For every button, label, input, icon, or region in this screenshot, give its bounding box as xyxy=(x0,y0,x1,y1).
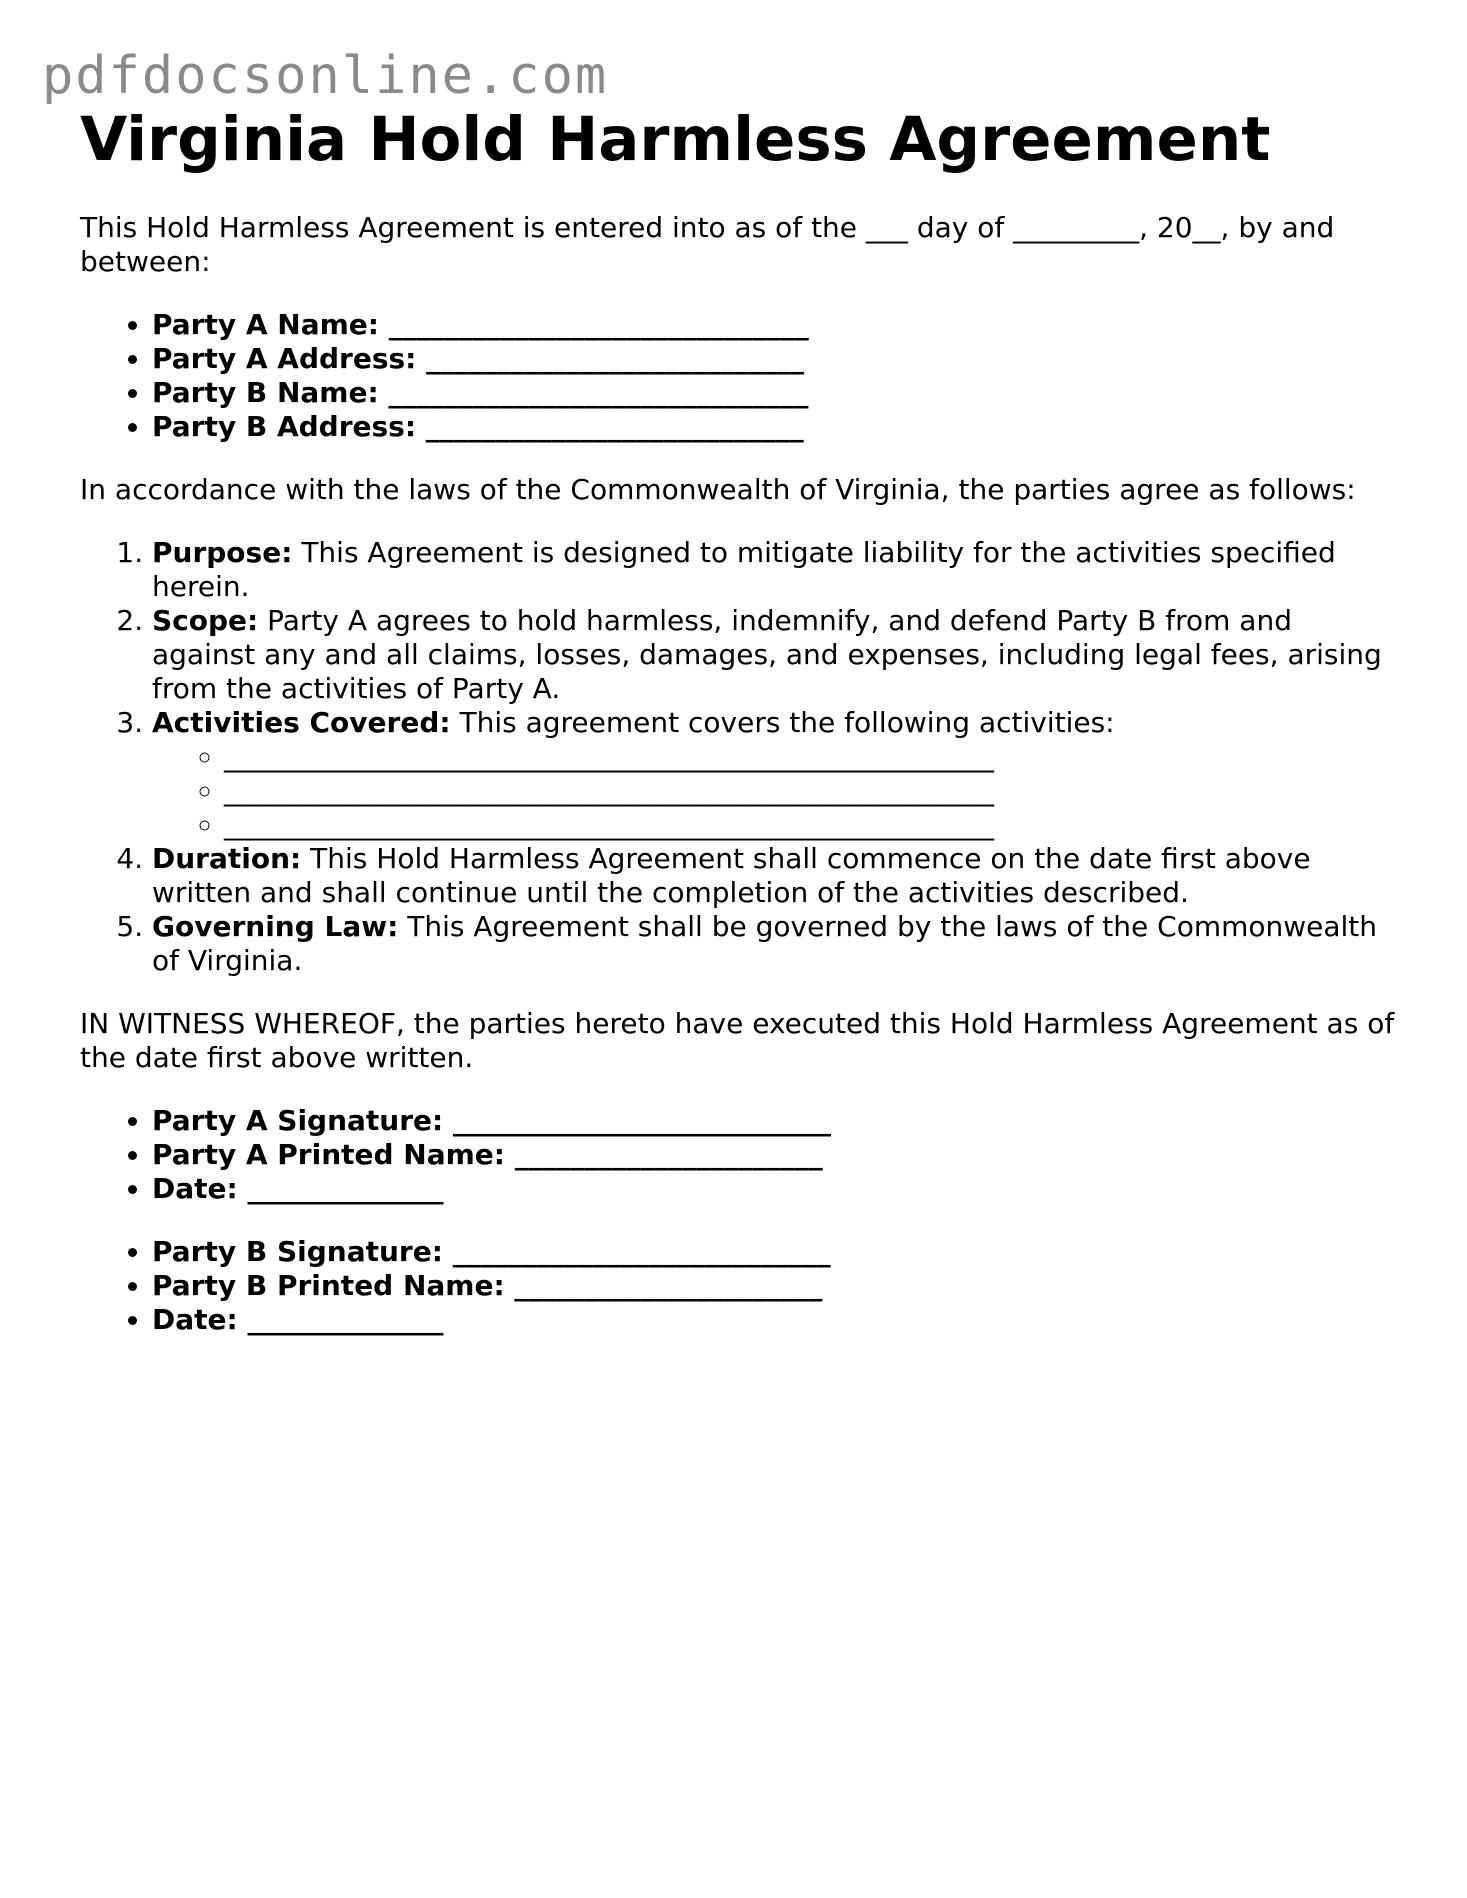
term-text: This Hold Harmless Agreement shall commence on the date first above written and shall continue until the completion of the activities described. xyxy=(152,842,1311,909)
field-label: Party A Signature: xyxy=(152,1104,444,1137)
blank-line: ___________________________ xyxy=(425,410,804,443)
document-body xyxy=(80,211,1400,1366)
party-b-date-field xyxy=(152,1303,1400,1337)
activity-list xyxy=(152,740,1400,842)
witness-paragraph: IN WITNESS WHEREOF, the parties hereto have executed this Hold Harmless Agreement as of the date first above written. xyxy=(80,1007,1395,1074)
blank-line: _______________________________________________________ xyxy=(224,774,994,807)
party-b-printed-name-field xyxy=(152,1269,1400,1303)
term-label: Governing Law: xyxy=(152,910,399,943)
field-label: Party A Printed Name: xyxy=(152,1138,505,1171)
blank-line: ______________________________ xyxy=(388,308,809,341)
page-title: Virginia Hold Harmless Agreement xyxy=(80,104,1271,175)
blank-line: ___________________________ xyxy=(452,1235,831,1268)
blank-line: ___________________________ xyxy=(452,1104,831,1137)
term-label: Activities Covered: xyxy=(152,706,451,739)
term-text: Party A agrees to hold harmless, indemnify, and defend Party B from and against any and all claims, losses, damages, and expenses, including legal fees, arising from the activities of Party A. xyxy=(152,604,1382,705)
party-a-address-field xyxy=(152,342,1400,376)
term-text: This Agreement is designed to mitigate liability for the activities specified herein. xyxy=(152,536,1336,603)
field-label: Party B Name: xyxy=(152,376,379,409)
intro-paragraph: This Hold Harmless Agreement is entered into as of the ___ day of _________, 20__, by and between: xyxy=(80,211,1335,278)
activity-item xyxy=(224,740,1400,774)
blank-line: ______________________ xyxy=(514,1138,823,1171)
party-b-name-field xyxy=(152,376,1400,410)
terms-list xyxy=(80,536,1400,978)
term-purpose xyxy=(152,536,1400,604)
blank-line: ______________________ xyxy=(514,1269,823,1302)
term-activities xyxy=(152,706,1400,842)
blank-line: ___________________________ xyxy=(426,342,805,375)
activity-item xyxy=(224,774,1400,808)
term-text: This Agreement shall be governed by the laws of the Commonwealth of Virginia. xyxy=(152,910,1378,977)
blank-line: ______________ xyxy=(247,1172,444,1205)
term-governing-law xyxy=(152,910,1400,978)
party-a-signature-block xyxy=(80,1104,1400,1206)
watermark: pdfdocsonline.com xyxy=(42,46,609,106)
term-label: Duration: xyxy=(152,842,302,875)
field-label: Party B Signature: xyxy=(152,1235,443,1268)
field-label: Date: xyxy=(152,1303,238,1336)
accordance-paragraph: In accordance with the laws of the Commonwealth of Virginia, the parties agree as follows: xyxy=(80,473,1356,506)
party-a-printed-name-field xyxy=(152,1138,1400,1172)
party-b-signature-block xyxy=(80,1235,1400,1337)
activity-item xyxy=(224,808,1400,842)
term-text: This agreement covers the following activities: xyxy=(459,706,1115,739)
term-scope xyxy=(152,604,1400,706)
field-label: Party A Address: xyxy=(152,342,417,375)
blank-line: ______________ xyxy=(247,1303,444,1336)
party-list xyxy=(80,308,1400,444)
party-a-name-field xyxy=(152,308,1400,342)
blank-line: _______________________________________________________ xyxy=(224,740,994,773)
party-b-signature-field xyxy=(152,1235,1400,1269)
party-a-date-field xyxy=(152,1172,1400,1206)
blank-line: _______________________________________________________ xyxy=(224,808,994,841)
party-a-signature-field xyxy=(152,1104,1400,1138)
term-label: Scope: xyxy=(152,604,259,637)
field-label: Party B Address: xyxy=(152,410,417,443)
party-b-address-field xyxy=(152,410,1400,444)
field-label: Party A Name: xyxy=(152,308,379,341)
field-label: Date: xyxy=(152,1172,238,1205)
blank-line: ______________________________ xyxy=(388,376,809,409)
term-duration xyxy=(152,842,1400,910)
term-label: Purpose: xyxy=(152,536,293,569)
field-label: Party B Printed Name: xyxy=(152,1269,505,1302)
